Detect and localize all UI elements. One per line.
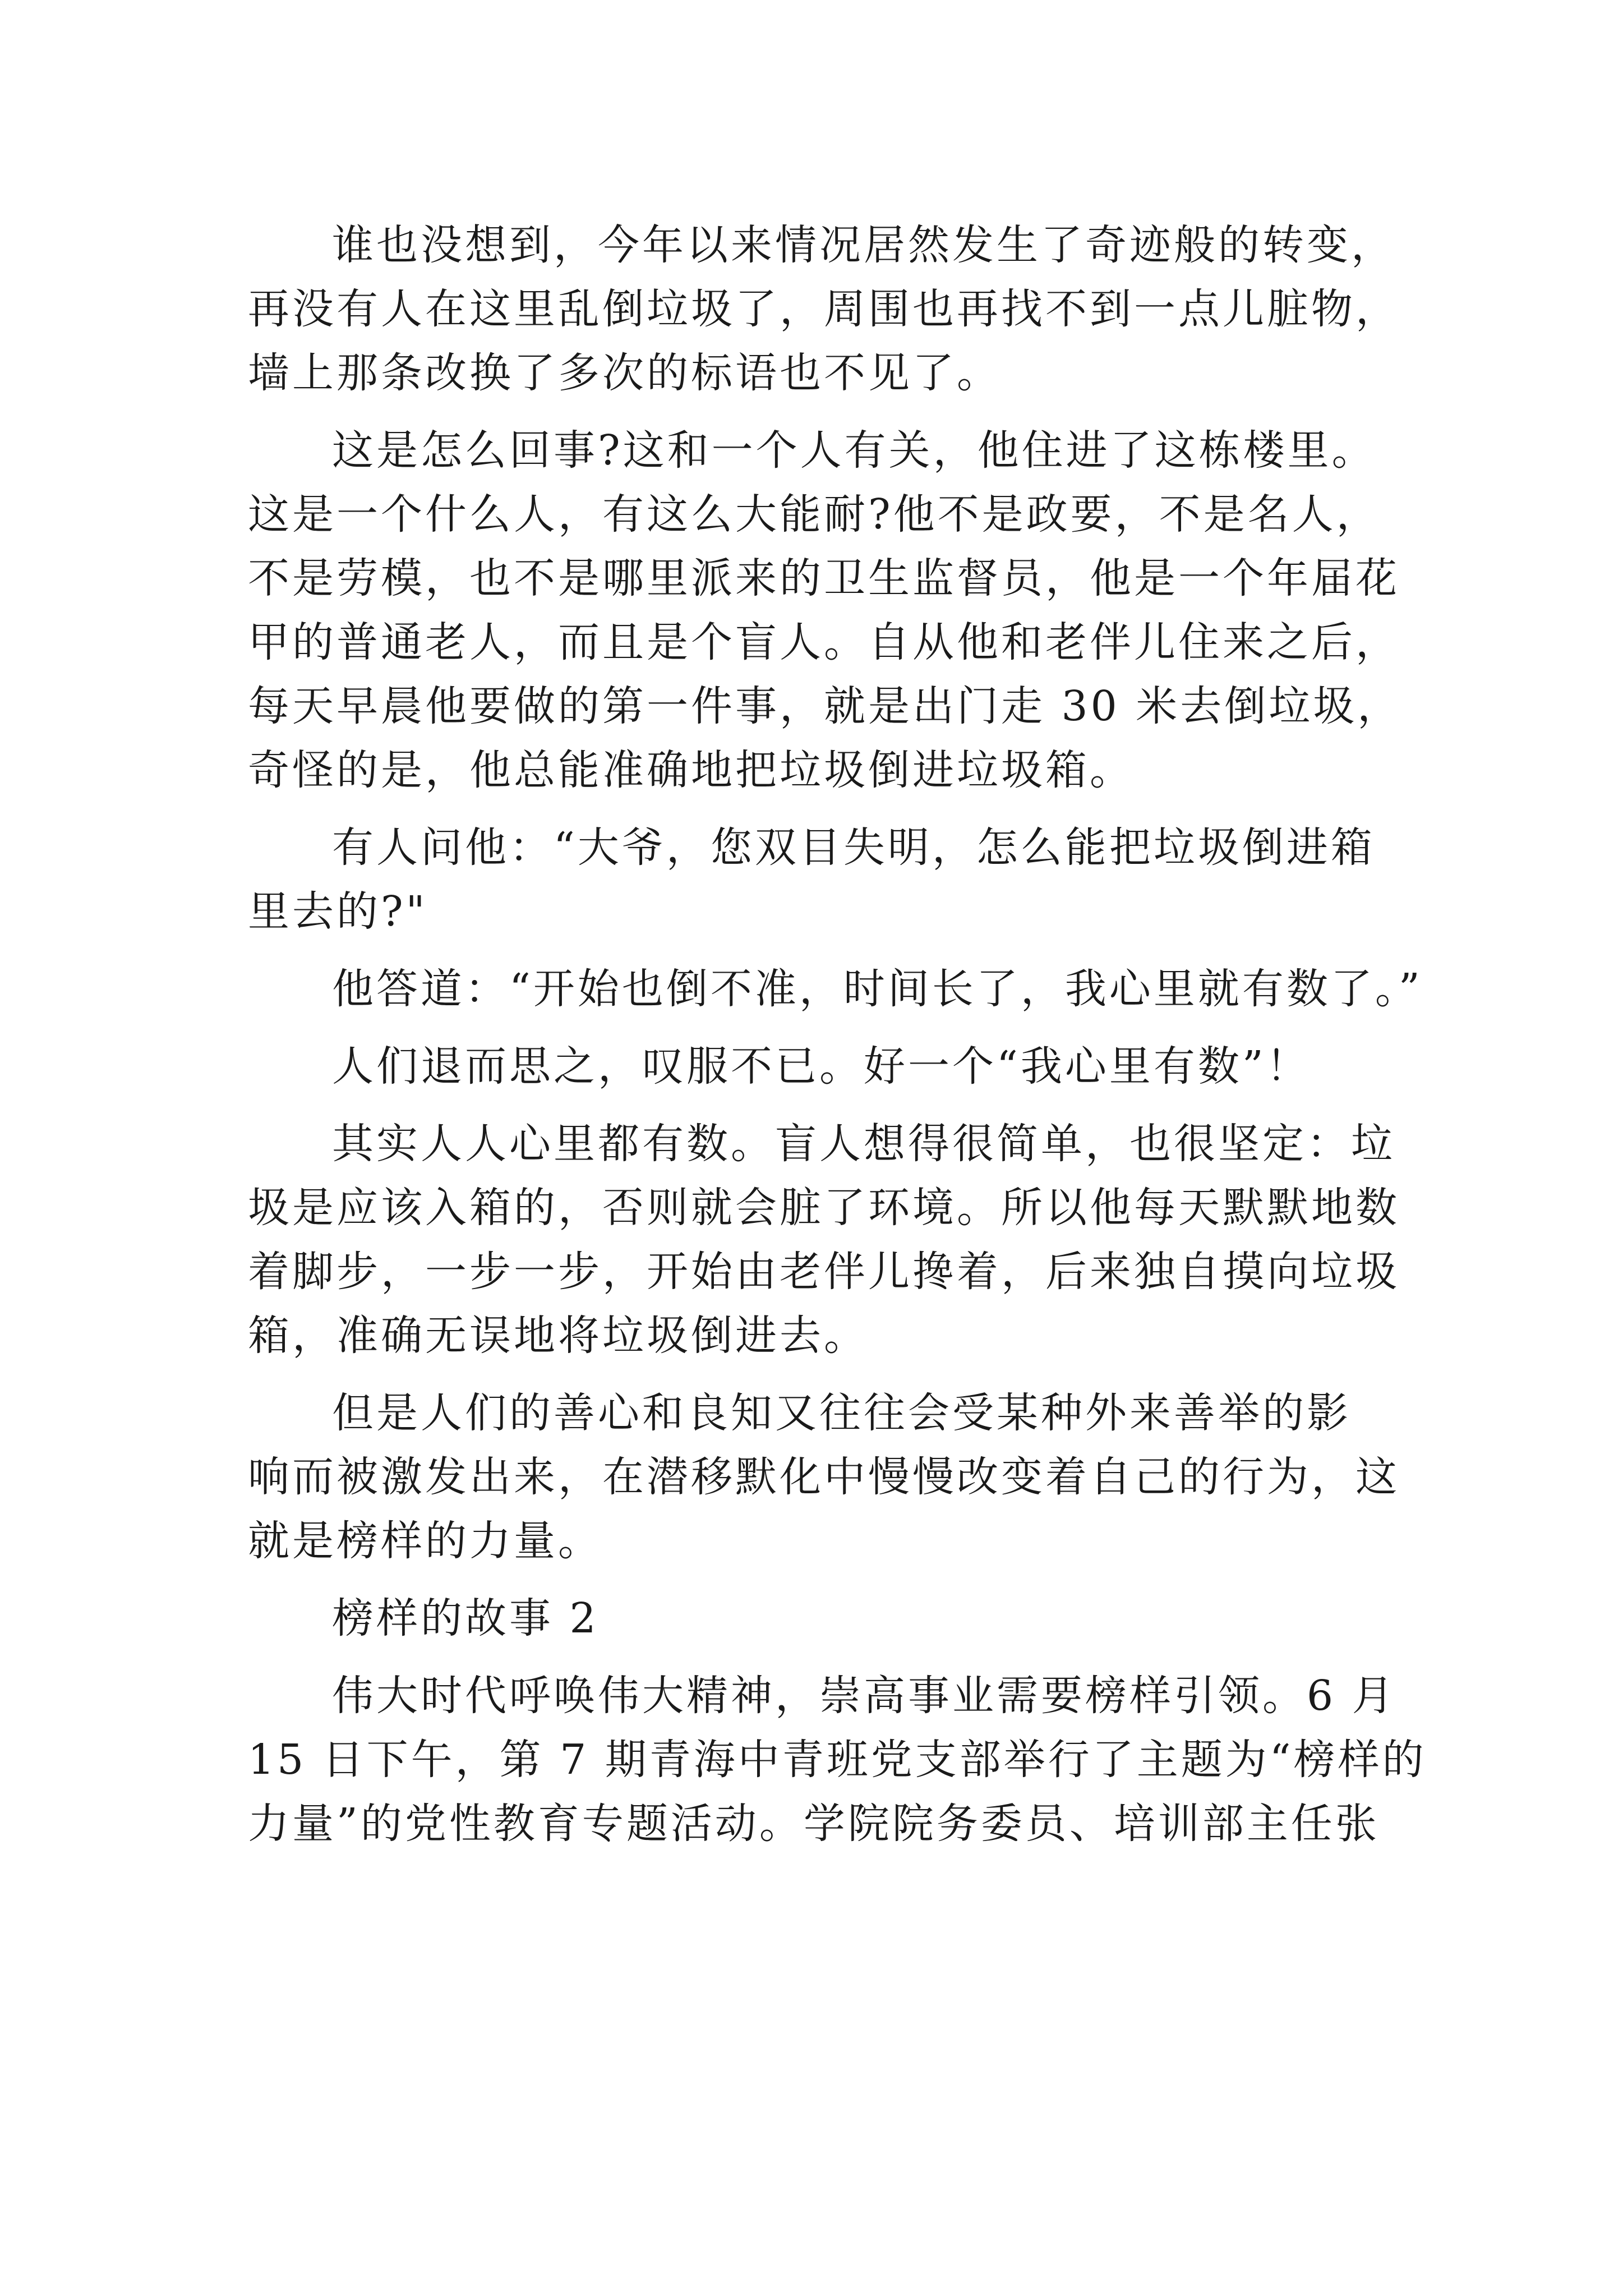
text-line: 谁也没想到，今年以来情况居然发生了奇迹般的转变， xyxy=(332,221,1395,269)
text-line: 每天早晨他要做的第一件事，就是出门走 30 米去倒垃圾， xyxy=(248,682,1402,730)
text-line: 就是榜样的力量。 xyxy=(248,1517,602,1565)
text-line: 里去的?" xyxy=(248,887,428,936)
text-line: 人们退而思之，叹服不已。好一个“我心里有数”！ xyxy=(332,1042,1311,1091)
text-line: 不是劳模，也不是哪里派来的卫生监督员，他是一个年届花 xyxy=(248,554,1400,602)
text-line: 他答道：“开始也倒不准，时间长了，我心里就有数了。” xyxy=(332,965,1423,1013)
paragraph xyxy=(248,1112,1398,1368)
text-line: 但是人们的善心和良知又往往会受某种外来善举的影 xyxy=(332,1389,1351,1437)
paragraph xyxy=(248,1664,1427,1856)
paragraph xyxy=(248,418,1402,802)
text-line: 圾是应该入箱的，否则就会脏了环境。所以他每天默默地数 xyxy=(248,1184,1400,1232)
paragraph xyxy=(248,1381,1398,1573)
text-line: 这是一个什么人，有这么大能耐?他不是政要，不是名人， xyxy=(248,490,1381,539)
paragraph xyxy=(248,213,1398,405)
text-line: 再没有人在这里乱倒垃圾了，周围也再找不到一点儿脏物， xyxy=(248,285,1400,333)
text-line: 响而被激发出来，在潜移默化中慢慢改变着自己的行为，这 xyxy=(248,1453,1400,1501)
text-line: 甲的普通老人，而且是个盲人。自从他和老伴儿住来之后， xyxy=(248,618,1400,666)
document-body xyxy=(248,213,1427,1856)
text-line: 箱，准确无误地将垃圾倒进去。 xyxy=(248,1312,868,1360)
text-line: 这是怎么回事?这和一个人有关，他住进了这栋楼里。 xyxy=(332,426,1376,475)
text-line: 力量”的党性教育专题活动。学院院务委员、培训部主任张 xyxy=(248,1800,1380,1848)
text-line: 15 日下午，第 7 期青海中青班党支部举行了主题为“榜样的 xyxy=(248,1736,1427,1784)
paragraph xyxy=(248,1034,1398,1098)
text-line: 伟大时代呼唤伟大精神，崇高事业需要榜样引领。6 月 xyxy=(332,1672,1396,1720)
heading-text: 榜样的故事 2 xyxy=(332,1594,599,1642)
paragraph xyxy=(248,957,1423,1021)
text-line: 其实人人心里都有数。盲人想得很简单，也很坚定：垃 xyxy=(332,1120,1395,1168)
text-line: 有人问他：“大爷，您双目失明，怎么能把垃圾倒进箱 xyxy=(332,823,1375,872)
paragraph xyxy=(248,816,1398,944)
text-line: 墙上那条改换了多次的标语也不见了。 xyxy=(248,349,1001,397)
text-line: 奇怪的是，他总能准确地把垃圾倒进垃圾箱。 xyxy=(248,746,1134,794)
text-line: 着脚步，一步一步，开始由老伴儿搀着，后来独自摸向垃圾 xyxy=(248,1248,1400,1296)
section-heading xyxy=(248,1586,1398,1650)
